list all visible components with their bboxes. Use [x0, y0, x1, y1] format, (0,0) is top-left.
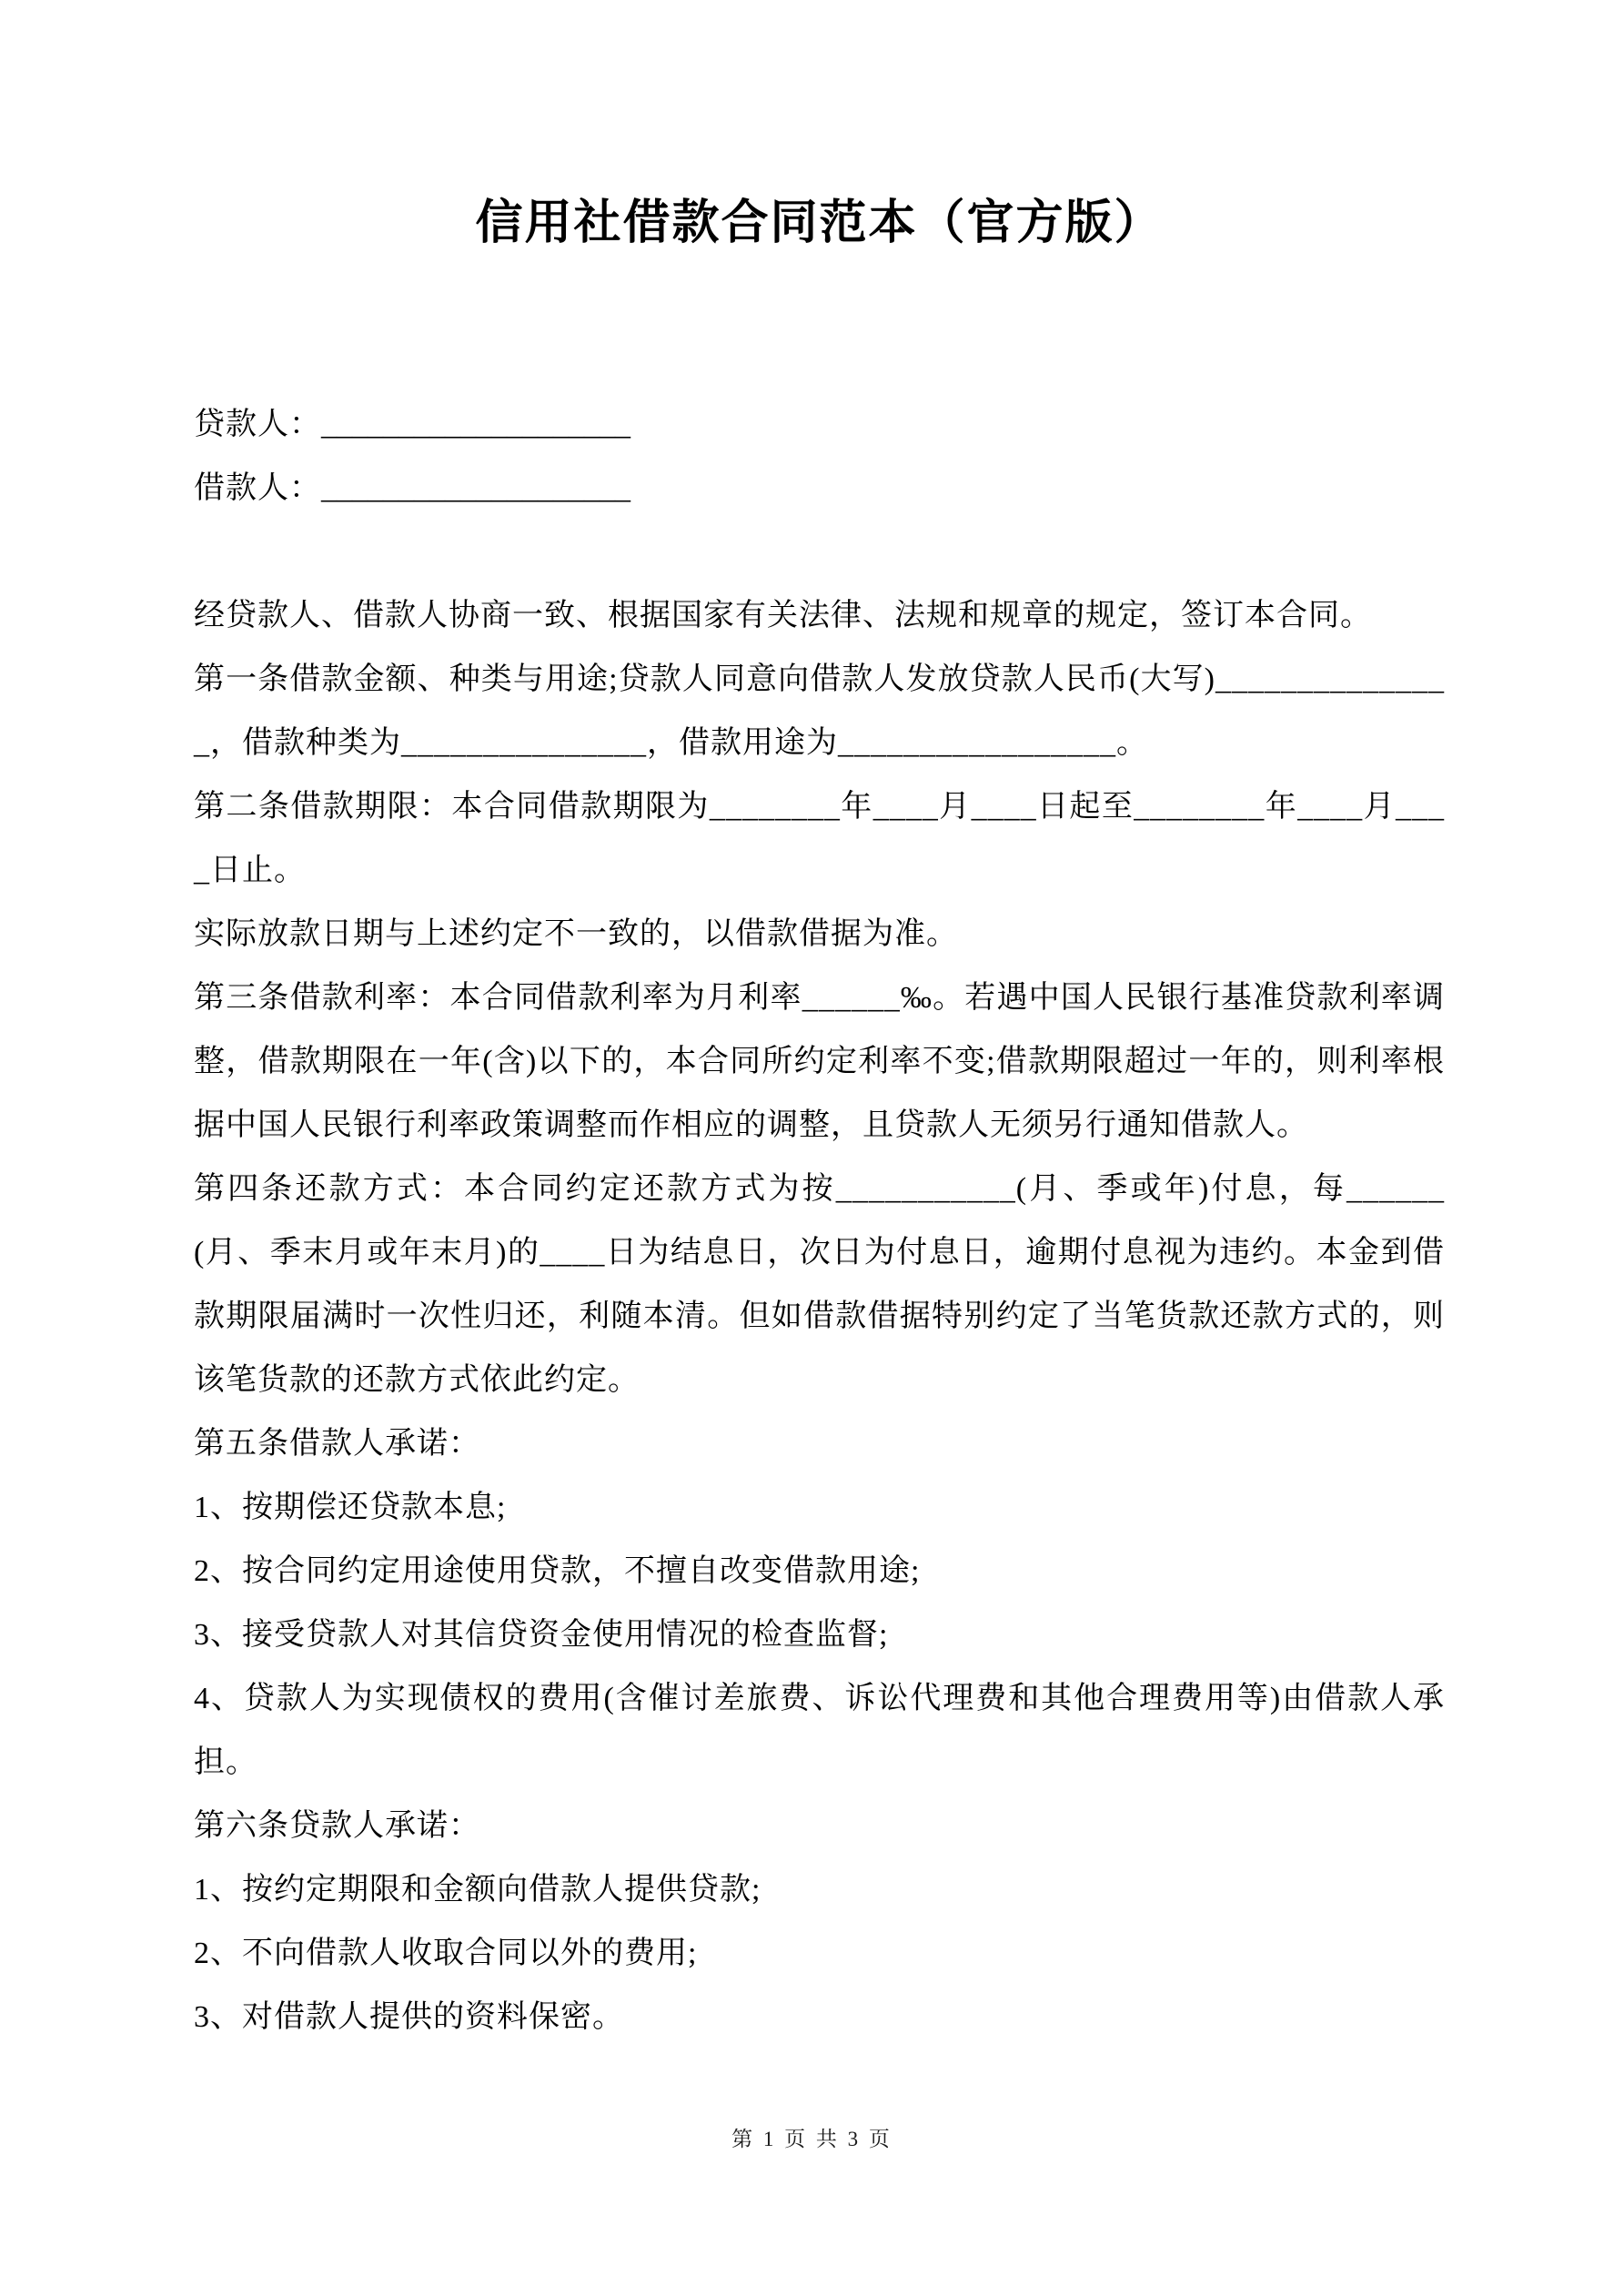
contract-paragraph-article-6-item-1: 1、按约定期限和金额向借款人提供贷款;	[194, 1873, 762, 1907]
contract-paragraph-intro: 经贷款人、借款人协商一致、根据国家有关法律、法规和规章的规定，签订本合同。	[194, 599, 1372, 632]
contract-paragraph-article-3: 第三条借款利率：本合同借款利率为月利率______‰。若遇中国人民银行基准贷款利率调整，借款期限在一年(含)以下的，本合同所约定利率不变;借款期限超过一年的，则利率根据中国人民银行利率政策调整而作相应的调整，且贷款人无须另行通知借款人。	[194, 981, 1445, 1142]
contract-paragraph-article-2: 第二条借款期限：本合同借款期限为________年____月____日起至________年____月____日止。	[194, 790, 1445, 887]
contract-body	[194, 584, 1445, 2049]
contract-paragraph-article-1: 第一条借款金额、种类与用途;贷款人同意向借款人发放贷款人民币(大写)_______________，借款种类为_______________，借款用途为_________________。	[194, 663, 1445, 760]
contract-paragraph-article-6-item-2: 2、不向借款人收取合同以外的费用;	[194, 1937, 698, 1970]
borrower-field	[194, 457, 1445, 521]
party-fields	[194, 393, 1445, 521]
lender-field	[194, 393, 1445, 457]
borrower-field-label: 借款人：	[194, 471, 321, 505]
lender-field-label: 贷款人：	[194, 408, 321, 441]
contract-paragraph-article-5-heading: 第五条借款人承诺：	[194, 1427, 480, 1461]
contract-paragraph-article-5-item-4: 4、贷款人为实现债权的费用(含催讨差旅费、诉讼代理费和其他合理费用等)由借款人承担。	[194, 1682, 1445, 1779]
contract-paragraph-article-6-heading: 第六条贷款人承诺：	[194, 1809, 480, 1843]
borrower-field-blank: ____________________	[321, 471, 630, 505]
page-title: 信用社借款合同范本（官方版）	[475, 197, 1164, 249]
contract-paragraph-article-6-item-3: 3、对借款人提供的资料保密。	[194, 2000, 624, 2034]
lender-field-blank: ____________________	[321, 408, 630, 441]
contract-paragraph-article-5-item-2: 2、按合同约定用途使用贷款，不擅自改变借款用途;	[194, 1554, 921, 1588]
contract-paragraph-article-5-item-1: 1、按期偿还贷款本息;	[194, 1491, 507, 1524]
page-number-footer: 第 1 页 共 3 页	[731, 2128, 893, 2150]
contract-paragraph-article-4: 第四条还款方式：本合同约定还款方式为按___________(月、季或年)付息，每______(月、季末月或年末月)的____日为结息日，次日为付息日，逾期付息视为违约。本金到借款期限届满时一次性归还，利随本清。但如借款借据特别约定了当笔货款还款方式的，则该笔货款的还款方式依此约定。	[194, 1172, 1445, 1397]
contract-paragraph-article-5-item-3: 3、接受贷款人对其信贷资金使用情况的检查监督;	[194, 1618, 889, 1652]
contract-paragraph-article-2-note: 实际放款日期与上述约定不一致的，以借款借据为准。	[194, 917, 958, 951]
